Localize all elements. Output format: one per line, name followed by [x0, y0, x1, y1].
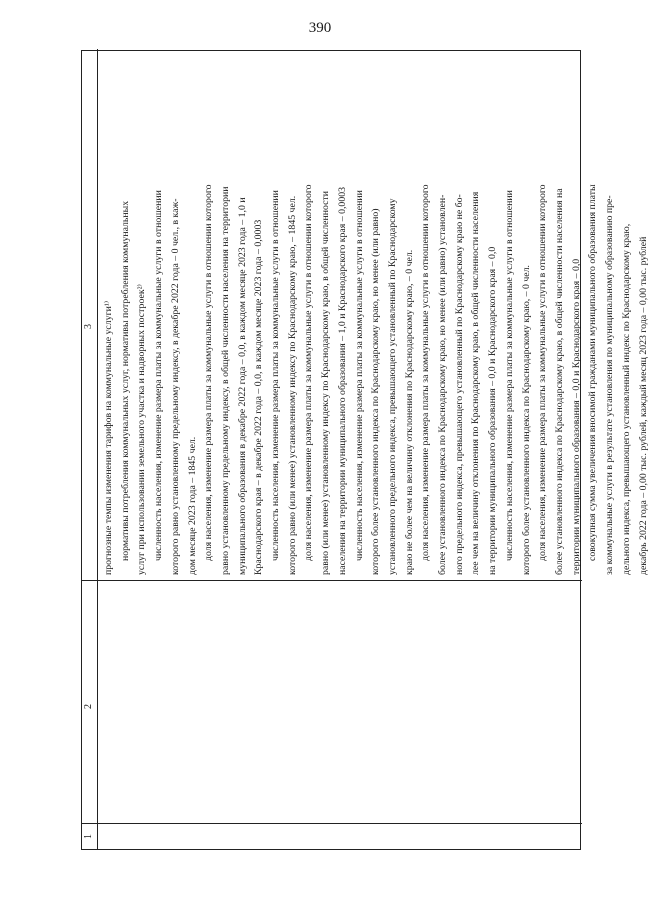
table-text-line: лее чем на величину отклонения по Краснодарскому краю, в общей численности населения: [470, 191, 482, 575]
table-text-line: дом месяце 2023 года – 1845 чел.: [186, 436, 198, 575]
column-number-3: 3: [83, 324, 94, 329]
table-text-line: нормативы потребления коммунальных услуг, нормативы потребления коммунальных: [119, 200, 131, 561]
table-text-line: численность населения, изменение размера платы за коммунальные услуги в отношении: [153, 190, 165, 561]
table-text-line: территории муниципального образования – 0,0 и Краснодарского края – 0,0: [570, 258, 582, 575]
table-text-line: декабрь 2022 года – 0,00 тыс. рублей, каждый месяц 2023 года – 0,00 тыс. рублей: [637, 236, 649, 575]
table-text-line: равно (или менее) установленному индексу по Краснодарскому краю, в общей численности: [320, 191, 332, 575]
table-header-row: [82, 49, 98, 849]
table-text-line: прогнозные темпы изменения тарифов на коммунальные услуги¹⁾: [103, 300, 114, 575]
table-text-line: доля населения, изменение размера платы за коммунальные услуги в отношении которого: [420, 184, 432, 561]
column-number-2: 2: [83, 704, 94, 709]
table-text-line: муниципального образования в декабре 2022 года – 0,0, в каждом месяце 2023 года – 1,0 и: [236, 197, 248, 575]
table-text-line: более установленного индекса по Краснодарскому краю, но менее (или равно) установлен-: [437, 194, 449, 575]
table-text-line: численность населения, изменение размера платы за коммунальные услуги в отношении: [270, 190, 282, 561]
page-number: 390: [308, 20, 332, 36]
table-text-line: равно установленному предельному индексу, в общей численности населения на территории: [219, 186, 231, 575]
table-text-line: дельного индекса, превышающего установленный индекс по Краснодарскому краю,: [620, 223, 632, 575]
table-text-line: доля населения, изменение размера платы за коммунальные услуги в отношении которого: [203, 184, 215, 561]
table-text-line: численность населения, изменение размера платы за коммунальные услуги в отношении: [353, 190, 365, 561]
table-text-line: которого равно (или менее) установленному индексу по Краснодарскому краю, – 1845 чел.: [286, 195, 298, 575]
column-divider-1: [82, 823, 582, 824]
table-text-line: более установленного индекса по Краснодарскому краю, в общей численности населения на: [553, 188, 565, 575]
data-table: [81, 50, 649, 850]
table-text-line: доля населения, изменение размера платы за коммунальные услуги в отношении которого: [537, 184, 549, 561]
table-text-line: ного предельного индекса, превышающего установленный по Краснодарскому краю не бо-: [453, 194, 465, 575]
table-text-line: которого равно установленному предельному индексу, в декабре 2022 года – 0 чел., в каж-: [169, 198, 181, 575]
table-text-line: численность населения, изменение размера платы за коммунальные услуги в отношении: [503, 190, 515, 561]
table-text-line: услуг при использовании земельного участка и надворных построек²⁾: [136, 284, 148, 575]
table-text-line: доля населения, изменение размера платы за коммунальные услуги в отношении которого: [303, 184, 315, 561]
table-text-line: установленного предельного индекса, превышающего установленный по Краснодарскому: [386, 198, 398, 575]
column-number-1: 1: [83, 834, 94, 839]
column-divider-2: [82, 580, 582, 581]
table-text-line: на территории муниципального образования – 0,0 и Краснодарского края – 0,0: [487, 246, 499, 575]
table-text-line: совокупная сумма увеличения вносимой гражданами муниципального образования платы: [587, 184, 599, 561]
table-text-line: которого более установленного индекса по Краснодарскому краю, – 0 чел.: [520, 265, 532, 575]
table-text-line: за коммунальные услуги в результате установления по муниципальному образованию пре-: [604, 195, 616, 575]
table-text-line: населения на территории муниципального образования – 1,0 и Краснодарского края – 0,0003: [336, 186, 348, 575]
table-text-line: краю не более чем на величину отклонения по Краснодарскому краю, – 0 чел.: [403, 249, 415, 575]
column-3-text: [101, 55, 652, 575]
table-text-line: которого более установленного индекса по Краснодарскому краю, но менее (или равно): [370, 208, 382, 575]
table-text-line: Краснодарского края – в декабре 2022 года – 0,0, в каждом месяце 2023 года – 0,0003: [253, 219, 265, 575]
